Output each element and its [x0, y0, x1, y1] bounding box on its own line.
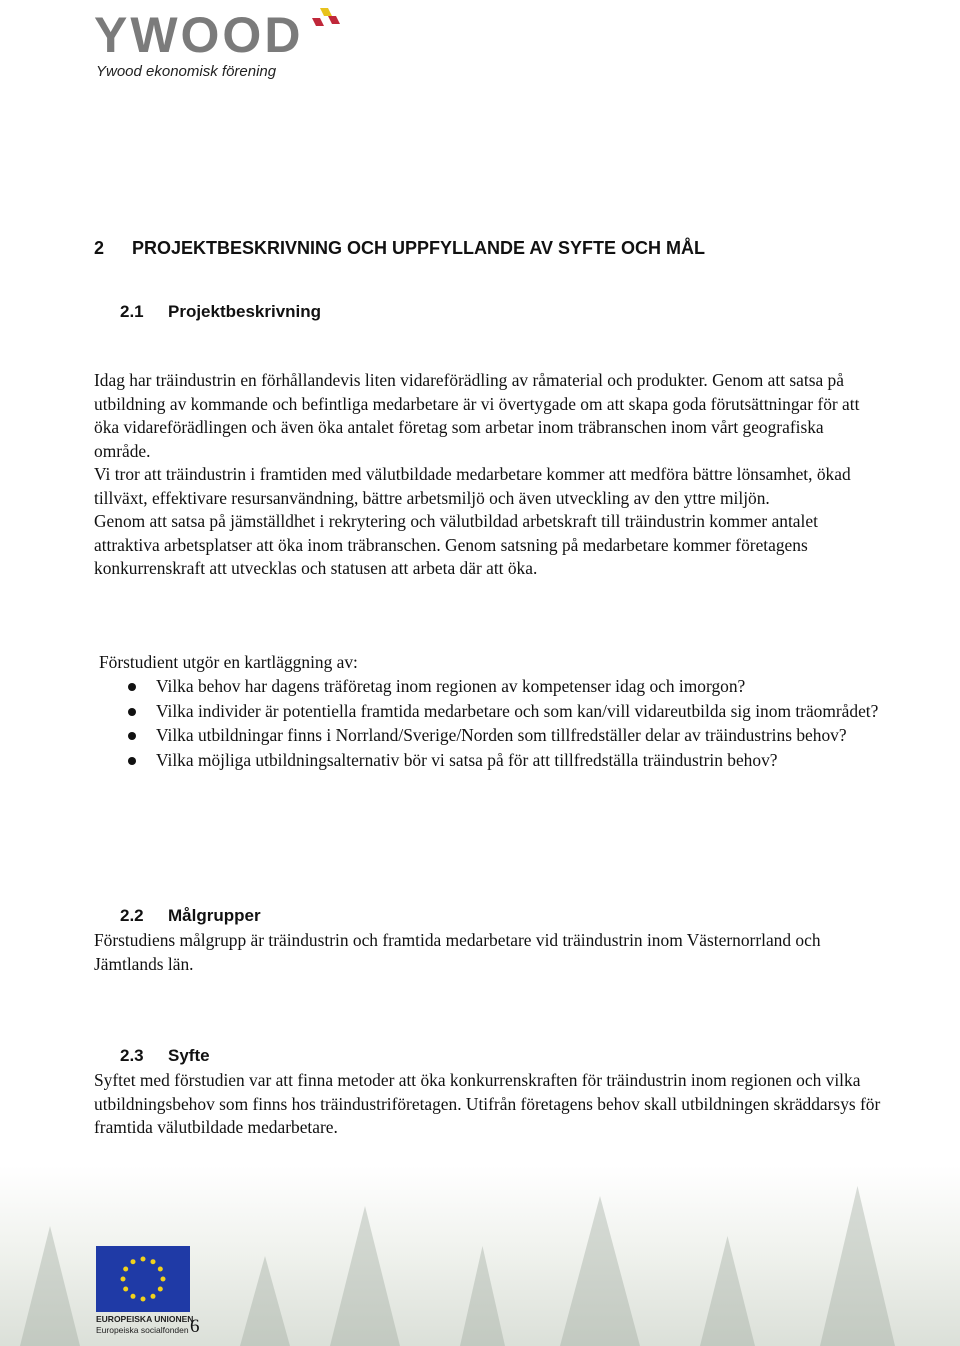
- bullet-icon: [128, 708, 136, 716]
- section-title: PROJEKTBESKRIVNING OCH UPPFYLLANDE AV SYFTE OCH MÅL: [132, 238, 706, 258]
- section-number: 2: [94, 238, 105, 258]
- purpose-text: Syftet med förstudien var att finna metoder att öka konkurrenskraften för träindustrin inom regionen och vilka utbildningsbehov som finns hos träindustriföretagen. Utifrån företagens behov skall utbildningen skräddarsys för framtida välutbildade medarbetare.: [94, 1070, 881, 1137]
- subsection-heading-2-1: [120, 302, 321, 322]
- list-item: Vilka individer är potentiella framtida medarbetare och som kan/vill vidareutbilda sig inom träområdet?: [94, 700, 884, 724]
- list-item: Vilka utbildningar finns i Norrland/Sverige/Norden som tillfredställer delar av träindustrins behov?: [94, 724, 884, 748]
- subsection-heading-2-2: [120, 906, 261, 926]
- logo-mark-icon: [306, 4, 342, 44]
- subsection-heading-2-3: [120, 1046, 210, 1066]
- paragraph: Vi tror att träindustrin i framtiden med välutbildade medarbetare kommer att medföra bättre lönsamhet, ökad tillväxt, effektivare resursanvändning, bättre arbetsmiljö och även utveckling av den yttre miljön.: [94, 464, 851, 508]
- survey-intro: Förstudient utgör en kartläggning av:: [99, 652, 358, 672]
- subsection-number: 2.2: [120, 906, 144, 925]
- project-description: [94, 369, 884, 581]
- ywood-logo: [94, 4, 354, 84]
- subsection-title: Syfte: [168, 1046, 210, 1065]
- eu-sublabel: Europeiska socialfonden: [96, 1325, 189, 1335]
- page-number: 6: [190, 1316, 200, 1337]
- subsection-number: 2.3: [120, 1046, 144, 1065]
- logo-tagline: Ywood ekonomisk förening: [96, 63, 277, 80]
- subsection-number: 2.1: [120, 302, 144, 321]
- list-item: Vilka behov har dagens träföretag inom regionen av kompetenser idag och imorgon?: [94, 675, 884, 699]
- paragraph: Genom att satsa på jämställdhet i rekrytering och välutbildad arbetskraft till träindustrin kommer antalet attraktiva arbetsplatser att öka inom träbranschen. Genom satsning på medarbetare kommer företagens konkurrenskraft att utvecklas och statusen att arbeta där att öka.: [94, 511, 818, 578]
- bullet-icon: [128, 757, 136, 765]
- logo-wordmark: YWOOD: [94, 7, 304, 63]
- survey-list: [94, 675, 884, 773]
- subsection-title: Projektbeskrivning: [168, 302, 322, 321]
- bullet-icon: [128, 732, 136, 740]
- eu-label: EUROPEISKA UNIONEN: [96, 1314, 194, 1324]
- target-groups-text: Förstudiens målgrupp är träindustrin och framtida medarbetare vid träindustrin inom Västernorrland och Jämtlands län.: [94, 930, 821, 974]
- paragraph: Idag har träindustrin en förhållandevis liten vidareförädling av råmaterial och produkter. Genom att satsa på utbildning av kommande och befintliga medarbetare är vi övertygade om att skapa goda förutsättningar för att öka vidareförädlingen och även öka antalet företag som arbetar inom träbranschen inom vårt geografiska område.: [94, 370, 860, 461]
- subsection-title: Målgrupper: [168, 906, 261, 925]
- section-heading: [94, 238, 705, 259]
- eu-flag-icon: [96, 1246, 190, 1312]
- list-item: Vilka möjliga utbildningsalternativ bör vi satsa på för att tillfredställa träindustrin behov?: [94, 749, 884, 773]
- bullet-icon: [128, 683, 136, 691]
